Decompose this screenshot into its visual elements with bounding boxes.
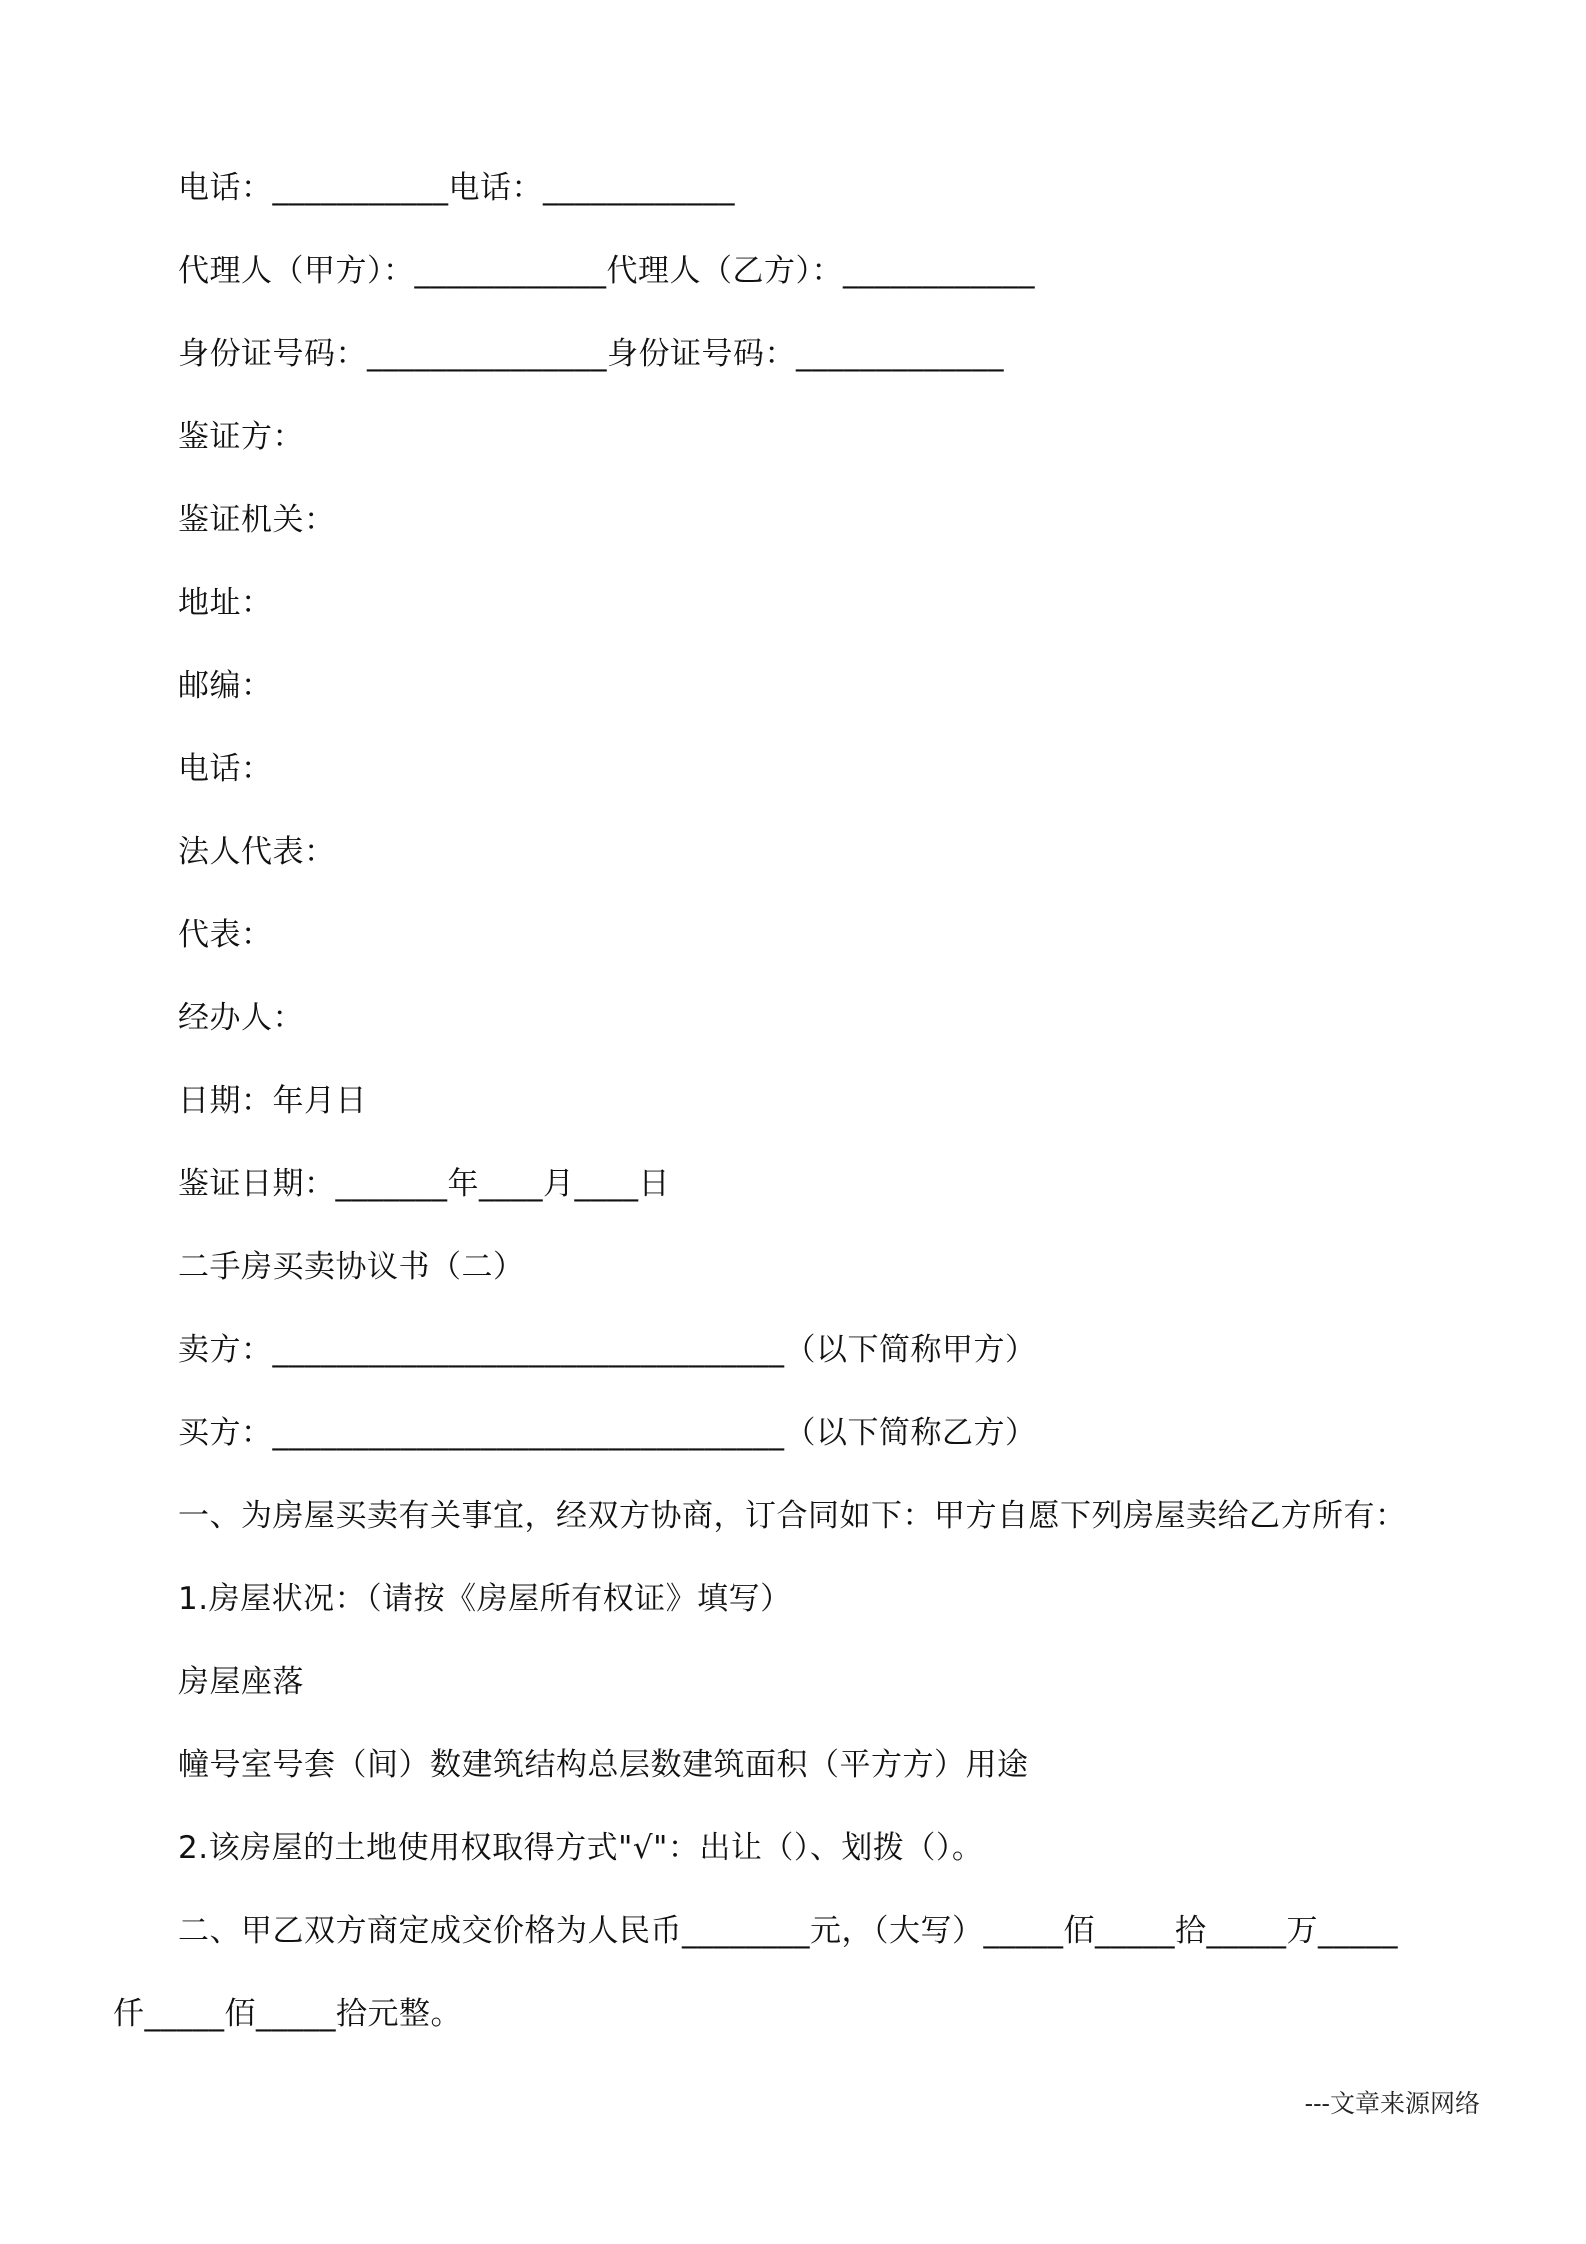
- authority-phone-label: 电话：: [178, 751, 273, 787]
- phone-line: 电话：___________电话：____________: [178, 170, 735, 206]
- agreement-title: 二手房买卖协议书（二）: [178, 1249, 525, 1285]
- agent-line: 代理人（甲方）：____________代理人（乙方）：____________: [178, 253, 1035, 289]
- verifying-authority-label: 鉴证机关：: [178, 502, 336, 538]
- representative-label: 代表：: [178, 917, 273, 953]
- legal-representative-label: 法人代表：: [178, 834, 336, 870]
- buyer-line: 买方：________________________________（以下简称乙方）: [178, 1415, 1037, 1451]
- source-footer: ---文章来源网络: [1304, 2089, 1480, 2118]
- address-label: 地址：: [178, 585, 273, 621]
- house-status-line: 1.房屋状况：（请按《房屋所有权证》填写）: [178, 1581, 792, 1617]
- clause-two-price: 二、甲乙双方商定成交价格为人民币________元，（大写）_____佰_____拾_____万_____: [178, 1913, 1398, 1949]
- clause-two-price-continued: 仟_____佰_____拾元整。: [113, 1996, 462, 2032]
- verification-date-line: 鉴证日期：_______年____月____日: [178, 1166, 670, 1202]
- clause-one: 一、为房屋买卖有关事宜，经双方协商，订合同如下：甲方自愿下列房屋卖给乙方所有：: [178, 1498, 1407, 1534]
- verifier-label: 鉴证方：: [178, 419, 304, 455]
- land-use-right-line: 2.该房屋的土地使用权取得方式"√"：出让（）、划拨（）。: [178, 1830, 984, 1866]
- handler-label: 经办人：: [178, 1000, 304, 1036]
- house-location-label: 房屋座落: [178, 1664, 304, 1700]
- id-number-line: 身份证号码：_______________身份证号码：_____________: [178, 336, 1004, 372]
- house-table-headers: 幢号室号套（间）数建筑结构总层数建筑面积（平方方）用途: [178, 1747, 1029, 1783]
- seller-line: 卖方：________________________________（以下简称甲方）: [178, 1332, 1037, 1368]
- date-label: 日期：年月日: [178, 1083, 367, 1119]
- postcode-label: 邮编：: [178, 668, 273, 704]
